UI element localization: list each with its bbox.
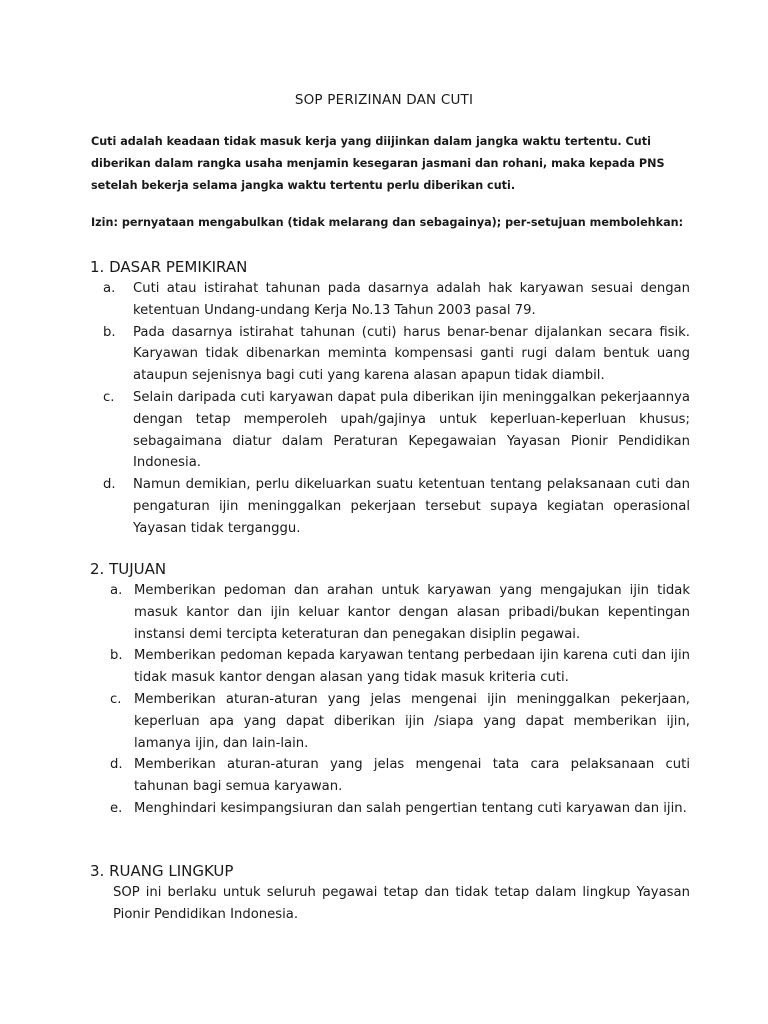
intro-cuti-definition: Cuti adalah keadaan tidak masuk kerja yang diijinkan dalam jangka waktu tertentu. Cuti diberikan dalam rangka usaha menjamin kesegaran jasmani dan rohani, maka kepada PNS setelah bekerja selama jangka waktu tertentu perlu diberikan cuti. <box>91 135 665 192</box>
section-tujuan <box>90 558 690 820</box>
list-marker: d. <box>110 757 123 773</box>
list-item-text: Memberikan aturan-aturan yang jelas mengenai tata cara pelaksanaan cuti tahunan bagi semua karyawan. <box>134 757 690 795</box>
list-item <box>90 689 690 754</box>
section-list <box>90 580 690 820</box>
list-marker: c. <box>110 691 122 707</box>
section-ruang-lingkup <box>90 860 690 926</box>
list-item-text: Menghindari kesimpangsiuran dan salah pengertian tentang cuti karyawan dan ijin. <box>134 800 687 816</box>
list-item <box>90 322 690 387</box>
list-item-text: Pada dasarnya istirahat tahunan (cuti) harus benar-benar dijalankan secara fisik. Karyawan tidak dibenarkan meminta kompensasi ganti rugi dalam bentuk uang ataupun sejenisnya bagi cuti yang karena alasan apapun tidak diambil. <box>133 324 690 384</box>
list-marker: c. <box>103 389 115 405</box>
section-dasar-pemikiran <box>90 256 690 540</box>
section-list <box>90 278 690 540</box>
list-item-text: Namun demikian, perlu dikeluarkan suatu ketentuan tentang pelaksanaan cuti dan pengaturan ijin meninggalkan pekerjaan tersebut supaya kegiatan operasional Yayasan tidak terganggu. <box>133 477 690 536</box>
list-item-text: Memberikan pedoman kepada karyawan tentang perbedaan ijin karena cuti dan ijin tidak masuk kantor dengan alasan yang tidak masuk kriteria cuti. <box>134 648 690 686</box>
document-title: SOP PERIZINAN DAN CUTI <box>294 92 474 108</box>
list-marker: d. <box>103 477 116 493</box>
section-paragraph: SOP ini berlaku untuk seluruh pegawai tetap dan tidak tetap dalam lingkup Yayasan Pionir Pendidikan Indonesia. <box>113 885 690 922</box>
list-item-text: Cuti atau istirahat tahunan pada dasarnya adalah hak karyawan sesuai dengan ketentuan Undang-undang Kerja No.13 Tahun 2003 pasal 79. <box>133 281 690 318</box>
list-item-text: Memberikan pedoman dan arahan untuk karyawan yang mengajukan ijin tidak masuk kantor dan ijin keluar kantor dengan alasan pribadi/bukan kepentingan instansi demi tercipta keteraturan dan penegakan disiplin pegawai. <box>134 583 690 642</box>
list-marker: e. <box>110 800 123 816</box>
list-item <box>90 387 690 474</box>
list-marker: b. <box>110 648 123 664</box>
list-item-text: Selain daripada cuti karyawan dapat pula diberikan ijin meninggalkan pekerjaannya dengan tetap memperoleh upah/gajinya untuk keperluan-keperluan khusus; sebagaimana diatur dalam Peraturan Kepegawaian Yayasan Pionir Pendidikan Indonesia. <box>133 389 690 471</box>
list-item-text: Memberikan aturan-aturan yang jelas mengenai ijin meninggalkan pekerjaan, keperluan apa yang dapat diberikan ijin /siapa yang dapat memberikan ijin, lamanya ijin, dan lain-lain. <box>134 691 690 751</box>
section-heading: 2. TUJUAN <box>90 560 167 578</box>
list-item <box>90 580 690 645</box>
list-item <box>90 474 690 539</box>
list-item <box>90 645 690 689</box>
section-heading: 3. RUANG LINGKUP <box>90 862 234 880</box>
list-item <box>90 754 690 798</box>
list-marker: a. <box>103 281 116 296</box>
list-item <box>90 798 690 820</box>
intro-izin-definition: Izin: pernyataan mengabulkan (tidak melarang dan sebagainya); per-setujuan membolehkan: <box>91 216 684 229</box>
section-heading: 1. DASAR PEMIKIRAN <box>90 258 248 276</box>
list-marker: a. <box>110 583 123 598</box>
list-item <box>90 278 690 322</box>
list-marker: b. <box>103 324 116 340</box>
